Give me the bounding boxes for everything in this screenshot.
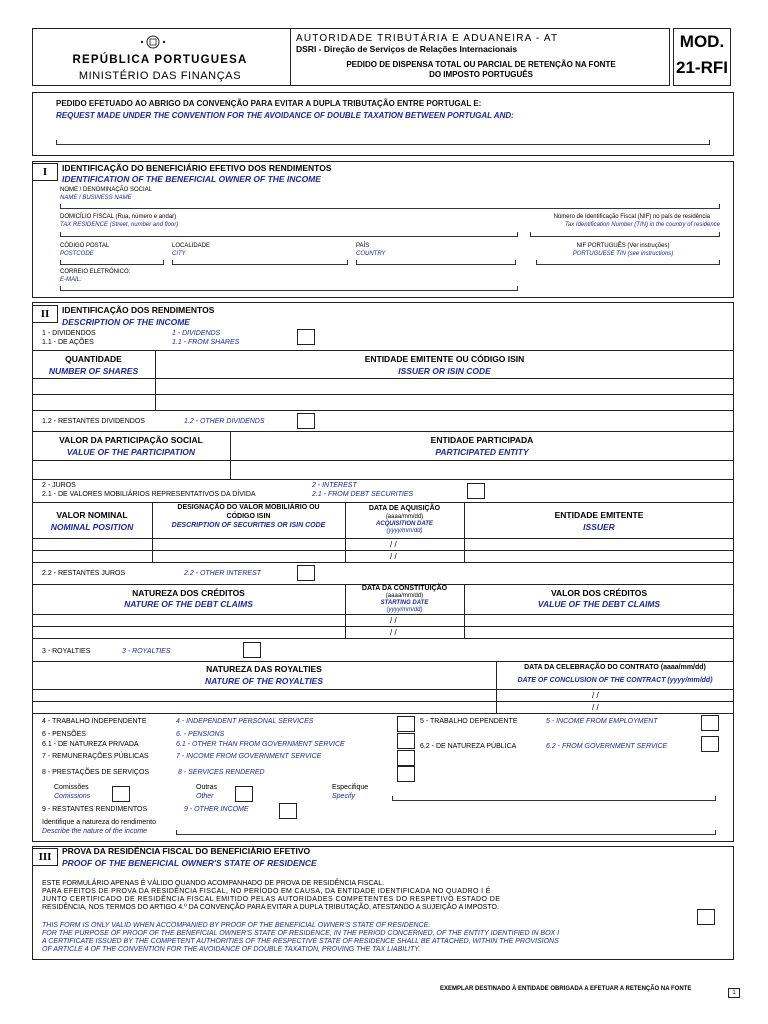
- domicile-field[interactable]: [60, 232, 518, 237]
- income-nature-label-en: Describe the nature of the income: [42, 828, 148, 835]
- designation-header-pt2: CÓDIGO ISIN: [226, 513, 271, 520]
- contract-date-1[interactable]: / /: [592, 691, 599, 700]
- email-label-pt: CORREIO ELETRÓNICO:: [60, 269, 131, 275]
- postcode-field[interactable]: [60, 260, 164, 265]
- other-services-label-pt: Outras: [196, 784, 218, 791]
- specify-label-en: Specify: [332, 793, 355, 800]
- request-label-en: REQUEST MADE UNDER THE CONVENTION FOR THE AVOIDANCE OF DOUBLE TAXATION BETWEEN PORTUGAL AND:: [56, 111, 514, 120]
- participated-header-pt: ENTIDADE PARTICIPADA: [430, 435, 534, 445]
- convention-country-field[interactable]: [56, 140, 710, 145]
- shares-checkbox[interactable]: [297, 329, 315, 345]
- shares-row-1[interactable]: [32, 394, 734, 395]
- independent-label-pt: 4 - TRABALHO INDEPENDENTE: [42, 718, 147, 725]
- residence-text-pt3: JUNTO CERTIFICADO DE RESIDÊNCIA FISCAL EMITIDO PELAS AUTORIDADES COMPETENTES DO RESPETIVO ESTADO DE: [42, 896, 501, 903]
- commissions-checkbox[interactable]: [112, 786, 130, 802]
- nominal-header-pt: VALOR NOMINAL: [56, 510, 128, 520]
- request-label-pt: PEDIDO EFETUADO AO ABRIGO DA CONVENÇÃO PARA EVITAR A DUPLA TRIBUTAÇÃO ENTRE PORTUGAL E:: [56, 99, 482, 108]
- section1-number: I: [32, 163, 58, 181]
- section2-title-en: DESCRIPTION OF THE INCOME: [62, 317, 190, 327]
- contract-date-header-pt: DATA DA CELEBRAÇÃO DO CONTRATO (aaaa/mm/dd): [524, 664, 706, 671]
- private-pension-checkbox[interactable]: [397, 733, 415, 749]
- royalty-row-2[interactable]: [32, 713, 734, 714]
- form-title-line2: DO IMPOSTO PORTUGUÊS: [429, 70, 533, 79]
- services-label-pt: 8 - PRESTAÇÕES DE SERVIÇOS: [42, 769, 150, 776]
- residence-text-en3: A CERTIFICATE ISSUED BY THE COMPETENT AUTHORITIES OF THE RESPECTIVE STATE OF RESIDENCE SHALL BE ATTACHED, WITHIN THE PROVISIONS: [42, 938, 559, 945]
- debt-nature-header-en: NATURE OF THE DEBT CLAIMS: [124, 599, 253, 609]
- pt-nif-field[interactable]: [536, 260, 720, 265]
- quantity-header-pt: QUANTIDADE: [65, 354, 122, 364]
- participation-header-pt: VALOR DA PARTICIPAÇÃO SOCIAL: [59, 435, 203, 445]
- issuer-isin-header-en: ISSUER OR ISIN CODE: [398, 366, 491, 376]
- specify-field[interactable]: [392, 796, 716, 801]
- starting-date-2[interactable]: / /: [390, 628, 397, 637]
- other-services-label-en: Other: [196, 793, 214, 800]
- contract-date-2[interactable]: / /: [592, 703, 599, 712]
- section1-title-pt: IDENTIFICAÇÃO DO BENEFICIÁRIO EFETIVO DOS RENDIMENTOS: [62, 163, 332, 173]
- other-income-label-pt: 9 - RESTANTES RENDIMENTOS: [42, 806, 148, 813]
- shares-row-2[interactable]: [32, 410, 734, 411]
- model-label: MOD.: [679, 32, 725, 51]
- residence-text-pt1: ESTE FORMULÁRIO APENAS É VÁLIDO QUANDO ACOMPANHADO DE PROVA DE RESIDÊNCIA FISCAL.: [42, 880, 385, 887]
- page-number: 1: [728, 988, 740, 998]
- domicile-label-pt: DOMICÍLIO FISCAL (Rua, número e andar): [60, 214, 177, 220]
- pensions-label-en: 6. - PENSIONS: [176, 731, 225, 738]
- employment-checkbox[interactable]: [701, 715, 719, 731]
- public-pension-label-pt: 6.2 - DE NATUREZA PÚBLICA: [420, 743, 517, 750]
- tin-label-pt: Número de Identificação Fiscal (NIF) no país de residência: [553, 214, 710, 220]
- email-field[interactable]: [60, 286, 518, 291]
- dividends-label-en: 1 - DIVIDENDS: [172, 330, 221, 337]
- public-pay-checkbox[interactable]: [397, 750, 415, 766]
- name-label-pt: NOME / DENOMINAÇÃO SOCIAL: [60, 187, 153, 193]
- section3-number: III: [32, 848, 58, 866]
- royalties-label-en: 3 - ROYALTIES: [122, 648, 171, 655]
- income-nature-label-pt: Identifique a natureza do rendimento: [42, 819, 157, 826]
- employment-label-en: 5 - INCOME FROM EMPLOYMENT: [546, 718, 658, 725]
- issuer-header-pt: ENTIDADE EMITENTE: [554, 510, 644, 520]
- dsri-title: DSRI - Direção de Serviços de Relações Internacionais: [296, 44, 518, 54]
- other-interest-label-en: 2.2 - OTHER INTEREST: [184, 570, 262, 577]
- participation-header-en: VALUE OF THE PARTICIPATION: [66, 447, 196, 457]
- public-pay-label-pt: 7 - REMUNERAÇÕES PÚBLICAS: [42, 753, 149, 760]
- other-dividends-checkbox[interactable]: [297, 413, 315, 429]
- other-services-checkbox[interactable]: [235, 786, 253, 802]
- copy-destination-note: EXEMPLAR DESTINADO À ENTIDADE OBRIGADA A EFETUAR A RETENÇÃO NA FONTE: [440, 986, 692, 992]
- city-label-pt: LOCALIDADE: [172, 243, 211, 249]
- royalties-label-pt: 3 - ROYALTIES: [42, 648, 91, 655]
- issuer-isin-header-pt: ENTIDADE EMITENTE OU CÓDIGO ISIN: [364, 354, 525, 364]
- commissions-label-en: Comissions: [54, 793, 91, 800]
- residence-proof-checkbox[interactable]: [697, 909, 715, 925]
- debt-row-1[interactable]: [32, 550, 734, 551]
- coat-of-arms-icon: [138, 34, 168, 50]
- income-nature-field[interactable]: [176, 830, 716, 835]
- country-field[interactable]: [356, 260, 516, 265]
- residence-text-en2: FOR THE PURPOSE OF PROOF OF THE BENEFICIAL OWNER'S STATE OF RESIDENCE, IN THE PERIOD CONCERNED, OF THE ENTITY IDENTIFIED IN BOX I: [42, 930, 560, 937]
- section3-title-pt: PROVA DA RESIDÊNCIA FISCAL DO BENEFICIÁRIO EFETIVO: [62, 846, 311, 856]
- public-pension-checkbox[interactable]: [701, 736, 719, 752]
- acquisition-date-1[interactable]: / /: [390, 540, 397, 549]
- starting-date-format-en: (yyyy/mm/dd): [386, 607, 423, 613]
- debt-nature-header-pt: NATUREZA DOS CRÉDITOS: [132, 588, 245, 598]
- acquisition-date-2[interactable]: / /: [390, 552, 397, 561]
- interest-label-pt: 2 - JUROS: [42, 482, 76, 489]
- services-checkbox[interactable]: [397, 766, 415, 782]
- debt-securities-label-en: 2.1 - FROM DEBT SECURITIES: [312, 491, 414, 498]
- section3-title-en: PROOF OF THE BENEFICIAL OWNER'S STATE OF RESIDENCE: [62, 858, 317, 868]
- residence-text-en1: THIS FORM IS ONLY VALID WHEN ACCOMPANIED BY PROOF OF THE BENEFICIAL OWNER'S STATE OF RESIDENCE.: [42, 922, 431, 929]
- independent-label-en: 4 - INDEPENDENT PERSONAL SERVICES: [176, 718, 314, 725]
- section2-number: II: [32, 305, 58, 323]
- model-code: 21-RFI: [676, 58, 728, 77]
- city-field[interactable]: [172, 260, 348, 265]
- starting-date-header-pt: DATA DA CONSTITUIÇÃO: [361, 585, 448, 592]
- residence-text-en4: OF ARTICLE 4 OF THE CONVENTION FOR THE AVOIDANCE OF DOUBLE TAXATION, PROVING THE TAX LIABILITY.: [42, 946, 421, 953]
- ministry-title: MINISTÉRIO DAS FINANÇAS: [78, 70, 242, 82]
- designation-header-en: DESCRIPTION OF SECURITIES OR ISIN CODE: [171, 522, 326, 529]
- name-field[interactable]: [60, 204, 720, 209]
- other-income-checkbox[interactable]: [279, 803, 297, 819]
- section2-title-pt: IDENTIFICAÇÃO DOS RENDIMENTOS: [62, 305, 215, 315]
- private-pension-label-en: 6.1 - OTHER THAN FROM GOVERNMENT SERVICE: [176, 741, 345, 748]
- contract-date-header-en: DATE OF CONCLUSION OF THE CONTRACT (yyyy/mm/dd): [517, 677, 713, 684]
- acquisition-header-pt: DATA DE AQUISIÇÃO: [368, 505, 441, 512]
- acquisition-format-pt: (aaaa/mm/dd): [385, 514, 424, 520]
- commissions-label-pt: Comissões: [54, 784, 89, 791]
- form-title-line1: PEDIDO DE DISPENSA TOTAL OU PARCIAL DE RETENÇÃO NA FONTE: [346, 60, 616, 69]
- royalties-checkbox[interactable]: [243, 642, 261, 658]
- starting-date-1[interactable]: / /: [390, 616, 397, 625]
- section1-title-en: IDENTIFICATION OF THE BENEFICIAL OWNER OF THE INCOME: [62, 174, 321, 184]
- private-pension-label-pt: 6.1 - DE NATUREZA PRIVADA: [42, 741, 139, 748]
- country-label-en: COUNTRY: [356, 251, 386, 257]
- royalty-row-1[interactable]: [32, 701, 734, 702]
- starting-date-format-pt: (aaaa/mm/dd): [385, 593, 424, 599]
- domicile-label-en: TAX RESIDENCE (Street, number and floor): [60, 222, 179, 228]
- residence-text-pt4: RESIDÊNCIA, NOS TERMOS DO ARTIGO 4.º DA CONVENÇÃO PARA EVITAR A DUPLA TRIBUTAÇÃO, ATESTANDO A SUJEIÇÃO A IMPOSTO.: [42, 904, 499, 911]
- participated-header-en: PARTICIPATED ENTITY: [435, 447, 529, 457]
- royalty-nature-header-pt: NATUREZA DAS ROYALTIES: [206, 664, 322, 674]
- shares-label-en: 1.1 - FROM SHARES: [172, 339, 240, 346]
- nominal-header-en: NOMINAL POSITION: [50, 522, 134, 532]
- tin-label-en: Tax Identification Number (TIN) in the country of residence: [564, 222, 720, 228]
- public-pension-label-en: 6.2 - FROM GOVERNMENT SERVICE: [546, 743, 668, 750]
- shares-label-pt: 1.1 - DE AÇÕES: [42, 339, 94, 346]
- independent-checkbox[interactable]: [397, 716, 415, 732]
- republic-title: REPÚBLICA PORTUGUESA: [72, 54, 248, 66]
- other-income-label-en: 9 - OTHER INCOME: [184, 806, 249, 813]
- other-dividends-label-en: 1.2 - OTHER DIVIDENDS: [184, 418, 265, 425]
- debt-row-2[interactable]: [32, 562, 734, 563]
- email-label-en: E-MAIL:: [60, 277, 82, 283]
- authority-title: AUTORIDADE TRIBUTÁRIA E ADUANEIRA - AT: [296, 33, 559, 44]
- pt-nif-label-en: PORTUGUESE TIN (see instructions): [572, 251, 674, 257]
- country-label-pt: PAÍS: [356, 243, 370, 249]
- tin-field[interactable]: [530, 232, 720, 237]
- specify-label-pt: Especifique: [332, 784, 369, 791]
- other-interest-checkbox[interactable]: [297, 565, 315, 581]
- acquisition-header-en: ACQUISITION DATE: [376, 521, 433, 527]
- postcode-label-en: POSTCODE: [60, 251, 94, 257]
- residence-text-pt2: PARA EFEITOS DE PROVA DA RESIDÊNCIA FISCAL, NO PERÍODO EM CAUSA, DA ENTIDADE IDENTIFICADA NO QUADRO I É: [42, 888, 491, 895]
- acquisition-format-en: (yyyy/mm/dd): [386, 528, 423, 534]
- interest-label-en: 2 - INTEREST: [312, 482, 357, 489]
- claims-row-1[interactable]: [32, 626, 734, 627]
- participation-row[interactable]: [32, 479, 734, 480]
- section2-frame: [32, 302, 734, 842]
- pensions-label-pt: 6 - PENSÕES: [42, 731, 86, 738]
- debt-value-header-en: VALUE OF THE DEBT CLAIMS: [537, 599, 661, 609]
- starting-date-header-en: STARTING DATE: [380, 600, 429, 606]
- debt-securities-checkbox[interactable]: [467, 483, 485, 499]
- employment-label-pt: 5 - TRABALHO DEPENDENTE: [420, 718, 518, 725]
- services-label-en: 8 - SERVICES RENDERED: [178, 769, 265, 776]
- dividends-label-pt: 1 - DIVIDENDOS: [42, 330, 96, 337]
- debt-value-header-pt: VALOR DOS CRÉDITOS: [550, 588, 648, 598]
- name-label-en: NAME / BUSINESS NAME: [60, 195, 132, 201]
- debt-securities-label-pt: 2.1 - DE VALORES MOBILIÁRIOS REPRESENTATIVOS DA DÍVIDA: [42, 491, 256, 498]
- issuer-header-en: ISSUER: [583, 522, 615, 532]
- designation-header-pt1: DESIGNAÇÃO DO VALOR MOBILIÁRIO OU: [177, 504, 320, 511]
- city-label-en: CITY: [172, 251, 186, 257]
- public-pay-label-en: 7 - INCOME FROM GOVERNMENT SERVICE: [176, 753, 322, 760]
- royalty-nature-header-en: NATURE OF THE ROYALTIES: [204, 676, 324, 686]
- claims-row-2[interactable]: [32, 638, 734, 639]
- other-interest-label-pt: 2.2 - RESTANTES JUROS: [42, 570, 126, 577]
- pt-nif-label-pt: NIF PORTUGUÊS (Ver instruções): [576, 243, 670, 249]
- other-dividends-label-pt: 1.2 - RESTANTES DIVIDENDOS: [42, 418, 145, 425]
- postcode-label-pt: CÓDIGO POSTAL: [60, 243, 110, 249]
- quantity-header-en: NUMBER OF SHARES: [48, 366, 139, 376]
